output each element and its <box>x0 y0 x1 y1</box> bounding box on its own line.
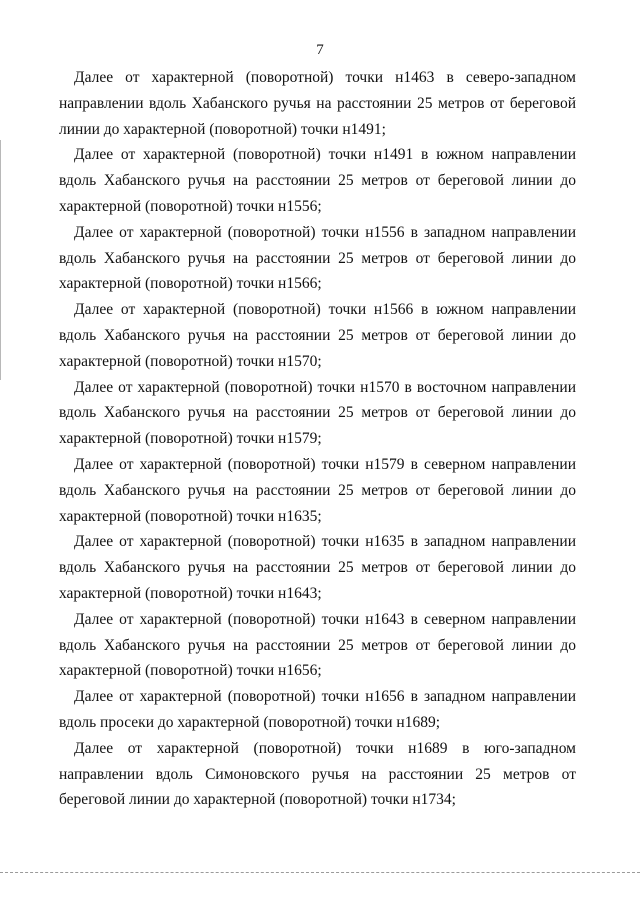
paragraph: Далее от характерной (поворотной) точки н1579 в северном направлении вдоль Хабанского ручья на расстоянии 25 метров от береговой линии до характерной (поворотной) точки н1635; <box>59 455 576 525</box>
paragraph: Далее от характерной (поворотной) точки н1689 в юго-западном направлении вдоль Симоновского ручья на расстоянии 25 метров от береговой линии до характерной (поворотной) точки н1734; <box>59 739 576 809</box>
paragraph: Далее от характерной (поворотной) точки н1491 в южном направлении вдоль Хабанского ручья на расстоянии 25 метров от береговой линии до характерной (поворотной) точки н1556; <box>59 146 576 215</box>
paragraph: Далее от характерной (поворотной) точки н1656 в западном направлении вдоль просеки до характерной (поворотной) точки н1689; <box>59 688 576 731</box>
paragraph: Далее от характерной (поворотной) точки н1556 в западном направлении вдоль Хабанского ручья на расстоянии 25 метров от береговой линии до характерной (поворотной) точки н1566; <box>59 223 576 293</box>
page-number: 7 <box>316 42 324 58</box>
paragraph: Далее от характерной (поворотной) точки н1643 в северном направлении вдоль Хабанского ручья на расстоянии 25 метров от береговой линии до характерной (поворотной) точки н1656; <box>59 610 576 680</box>
paragraph: Далее от характерной (поворотной) точки н1463 в северо-западном направлении вдоль Хабанского ручья на расстоянии 25 метров от береговой линии до характерной (поворотной) точки н1491; <box>59 69 576 138</box>
paragraph: Далее от характерной (поворотной) точки н1570 в восточном направлении вдоль Хабанского ручья на расстоянии 25 метров от береговой линии до характерной (поворотной) точки н1579; <box>59 378 576 448</box>
scan-edge-line <box>0 140 1 380</box>
document-body <box>59 65 576 813</box>
paragraph: Далее от характерной (поворотной) точки н1635 в западном направлении вдоль Хабанского ручья на расстоянии 25 метров от береговой линии до характерной (поворотной) точки н1643; <box>59 533 576 602</box>
scan-bottom-rule <box>0 872 640 873</box>
paragraph: Далее от характерной (поворотной) точки н1566 в южном направлении вдоль Хабанского ручья на расстоянии 25 метров от береговой линии до характерной (поворотной) точки н1570; <box>59 301 576 370</box>
